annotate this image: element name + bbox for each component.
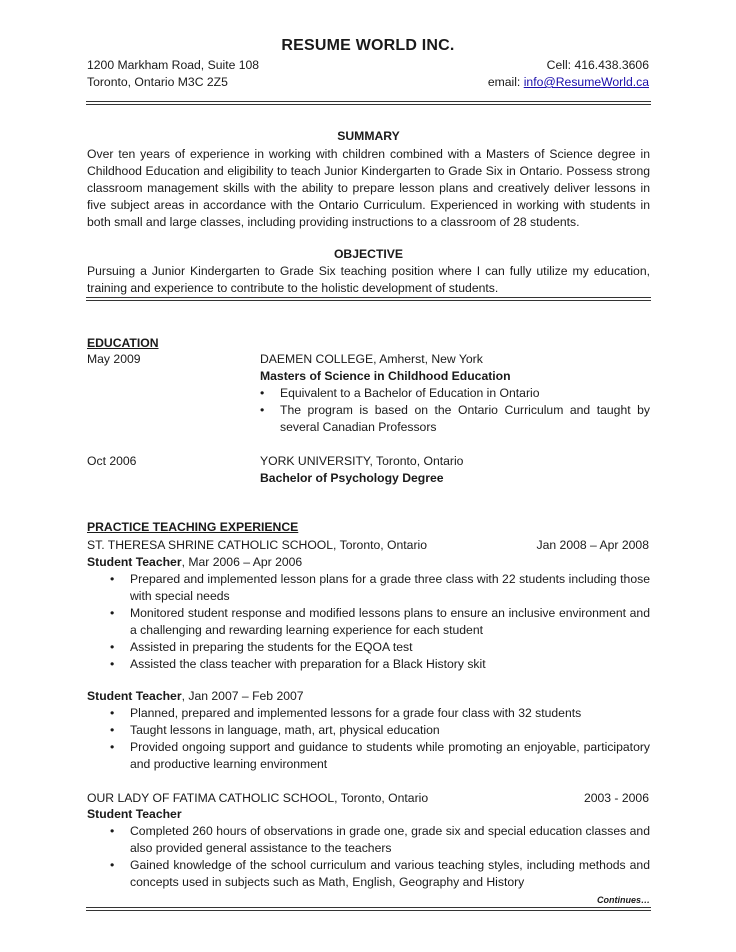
school-2-dates: 2003 - 2006 bbox=[583, 791, 649, 805]
header-divider bbox=[86, 101, 651, 105]
continues-label: Continues… bbox=[597, 895, 650, 905]
list-item: • Gained knowledge of the school curriculum and various teaching styles, including methods and concepts used in subjects such as Math, English, Geography and History bbox=[110, 857, 650, 891]
education-degree-1: Masters of Science in Childhood Education bbox=[260, 369, 511, 383]
summary-heading: SUMMARY bbox=[337, 129, 400, 143]
education-school-1: DAEMEN COLLEGE, Amherst, New York bbox=[260, 352, 483, 366]
role-1-dates: , Mar 2006 – Apr 2006 bbox=[181, 555, 303, 569]
list-item: • Monitored student response and modified lessons plans to ensure an inclusive environment and a challenging and rewarding learning experience for each student bbox=[110, 605, 650, 639]
list-item: • Assisted in preparing the students for the EQOA test bbox=[110, 639, 650, 656]
education-degree-2: Bachelor of Psychology Degree bbox=[260, 471, 444, 485]
school-1-name: ST. THERESA SHRINE CATHOLIC SCHOOL, Toronto, Ontario bbox=[87, 538, 427, 552]
address-line-1: 1200 Markham Road, Suite 108 bbox=[87, 58, 260, 72]
objective-divider bbox=[86, 297, 651, 301]
role-1-line bbox=[87, 554, 302, 571]
education-heading: EDUCATION bbox=[87, 336, 159, 350]
education-bullets-1 bbox=[260, 385, 650, 436]
list-item: • Assisted the class teacher with preparation for a Black History skit bbox=[110, 656, 650, 673]
list-item: • Prepared and implemented lesson plans for a grade three class with 22 students including those with special needs bbox=[110, 571, 650, 605]
address-line-2: Toronto, Ontario M3C 2Z5 bbox=[87, 75, 228, 89]
education-date-2: Oct 2006 bbox=[87, 454, 137, 468]
email-label: email: bbox=[487, 75, 524, 89]
list-item: • Taught lessons in language, math, art, physical education bbox=[110, 722, 650, 739]
cell-phone: Cell: 416.438.3606 bbox=[546, 58, 649, 72]
list-item: • Equivalent to a Bachelor of Education in Ontario bbox=[260, 385, 650, 402]
list-item: • The program is based on the Ontario Curriculum and taught by several Canadian Professors bbox=[260, 402, 650, 436]
education-date-1: May 2009 bbox=[87, 352, 141, 366]
list-item: • Planned, prepared and implemented lessons for a grade four class with 32 students bbox=[110, 705, 650, 722]
role-3-title: Student Teacher bbox=[87, 807, 182, 821]
role-2-title: Student Teacher bbox=[87, 689, 182, 703]
role-2-dates: , Jan 2007 – Feb 2007 bbox=[181, 689, 304, 703]
summary-text: Over ten years of experience in working with children combined with a Masters of Science degree in Childhood Education and eligibility to teach Junior Kindergarten to Grade Six in Ontario. Possess strong classroom management skills with the ability to prepare lesson plans and creatively deliver lessons in five subject areas in accordance with the Ontario Curriculum. Experienced in working with students in both small and large classes, including providing instructions to a classroom of 28 students. bbox=[87, 147, 650, 229]
school-1-dates: Jan 2008 – Apr 2008 bbox=[536, 538, 649, 552]
list-item: • Provided ongoing support and guidance to students while promoting an enjoyable, participatory and productive learning environment bbox=[110, 739, 650, 773]
email-link[interactable]: info@ResumeWorld.ca bbox=[523, 75, 649, 89]
role-1-bullets bbox=[110, 571, 650, 673]
list-item: • Completed 260 hours of observations in grade one, grade six and special education classes and also provided general assistance to the teachers bbox=[110, 823, 650, 857]
company-name: RESUME WORLD INC. bbox=[281, 37, 455, 54]
email-line bbox=[488, 74, 649, 91]
objective-heading: OBJECTIVE bbox=[333, 247, 404, 261]
footer-divider bbox=[86, 907, 651, 911]
school-2-name: OUR LADY OF FATIMA CATHOLIC SCHOOL, Toronto, Ontario bbox=[87, 791, 429, 805]
objective-text: Pursuing a Junior Kindergarten to Grade Six teaching position where I can fully utilize my education, training and experience to contribute to the holistic development of students. bbox=[87, 264, 650, 295]
practice-heading: PRACTICE TEACHING EXPERIENCE bbox=[87, 520, 299, 534]
role-2-line bbox=[87, 688, 304, 705]
role-1-title: Student Teacher bbox=[87, 555, 182, 569]
role-3-bullets bbox=[110, 823, 650, 891]
education-school-2: YORK UNIVERSITY, Toronto, Ontario bbox=[260, 454, 464, 468]
role-2-bullets bbox=[110, 705, 650, 773]
